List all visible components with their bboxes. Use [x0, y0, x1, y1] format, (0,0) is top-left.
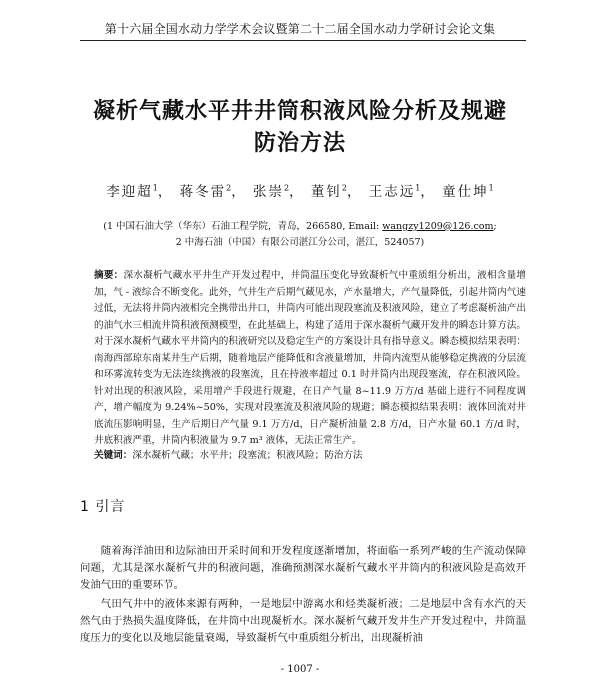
author: 王志远$^1$ — [368, 183, 421, 200]
email-link[interactable]: wangzy1209@126.com — [382, 221, 494, 232]
affiliation-1: (1 中国石油大学（华东）石油工程学院，青岛，266580, Email: wangzy1209@126.com; — [103, 221, 497, 232]
author: 董钊$^2$ — [310, 183, 347, 200]
author-list: 李迎超$^1$， 蒋冬雷$^2$， 张崇$^2$， 董钊$^2$， 王志远$^1$， 童仕坤$^1$ — [106, 183, 494, 200]
section-heading: 1 引言 — [80, 499, 126, 515]
page-number: - 1007 - — [280, 664, 320, 675]
title-line-2: 防治方法 — [253, 131, 346, 156]
header-rule — [80, 40, 526, 41]
running-header: 第十六届全国水动力学学术会议暨第二十二届全国水动力学研讨会论文集 — [104, 22, 496, 36]
abstract-label: 摘要： — [94, 270, 124, 281]
keywords — [94, 448, 526, 464]
affiliations — [0, 219, 600, 251]
keywords-text: 深水凝析气藏；水平井；段塞流；积液风险；防治方法 — [132, 450, 363, 461]
affiliation-2: 2 中海石油（中国）有限公司湛江分公司，湛江，524057) — [175, 237, 425, 248]
author: 张崇$^2$ — [253, 183, 290, 200]
abstract — [94, 268, 526, 450]
paper-title — [40, 96, 560, 160]
author: 蒋冬雷$^2$ — [179, 183, 232, 200]
abstract-text: 深水凝析气藏水平井生产开发过程中，井筒温压变化导致凝析气中重质组分析出，液相含量增加，气 - 液综合不断变化。此外，气井生产后期气藏见水，产水量增大，产气量降低，引起井筒内气速过低，无法将井筒内液相完全携带出井口，井筒内可能出现段塞流及积液风险，建立了考虑凝析油产出的油气水三相流井筒积液预测模型，在此基础上，构建了适用于深水凝析气藏开发井的瞬态计算方法。对于深水凝析气藏水平井筒内的积液研究以及稳定生产的方案设计具有指导意义。瞬态模拟结果表明：南海西部琼东南某井生产后期，随着地层产能降低和含液量增加，井筒内流型从能够稳定携液的分层流和环雾流转变为无法连续携液的段塞流，且在持液率超过 0.1 时井筒内出现段塞流，存在积液风险。针对出现的积液风险，采用增产手段进行规避，在日产气量 8~11.9 万方/d 基础上进行不同程度调产，增产幅度为 9.24%~50%，实现对段塞流及积液风险的规避；瞬态模拟结果表明：液体回流对井底流压影响明显，生产后期日产气量 9.1 万方/d，日产凝析油量 2.8 方/d，日产水量 60.1 方/d 时，井底积液严重，井筒内积液量为 9.7 m³ 液体，无法正常生产。 — [94, 270, 527, 446]
author: 童仕坤$^1$ — [442, 183, 494, 200]
author: 李迎超$^1$ — [106, 183, 158, 200]
paragraph: 气田气井中的液体来源有两种，一是地层中游离水和烃类凝析液；二是地层中含有水汽的天然气由于热损失温度降低，在井筒中出现凝析水。深水凝析气藏开发井生产开发过程中，井筒温度压力的变化以及地层能量衰竭，导致凝析气中重质组分析出，出现凝析油 — [80, 598, 526, 644]
keywords-label: 关键词： — [94, 450, 133, 461]
paragraph: 随着海洋油田和边际油田开采时间和开发程度逐渐增加，将面临一系列严峻的生产流动保障问题，尤其是深水凝析气井的积液问题，准确预测深水凝析气藏水平井筒内的积液风险是高效开发油气田的重要环节。 — [80, 545, 526, 591]
title-line-1: 凝析气藏水平井井筒积液风险分析及规避 — [92, 99, 507, 124]
